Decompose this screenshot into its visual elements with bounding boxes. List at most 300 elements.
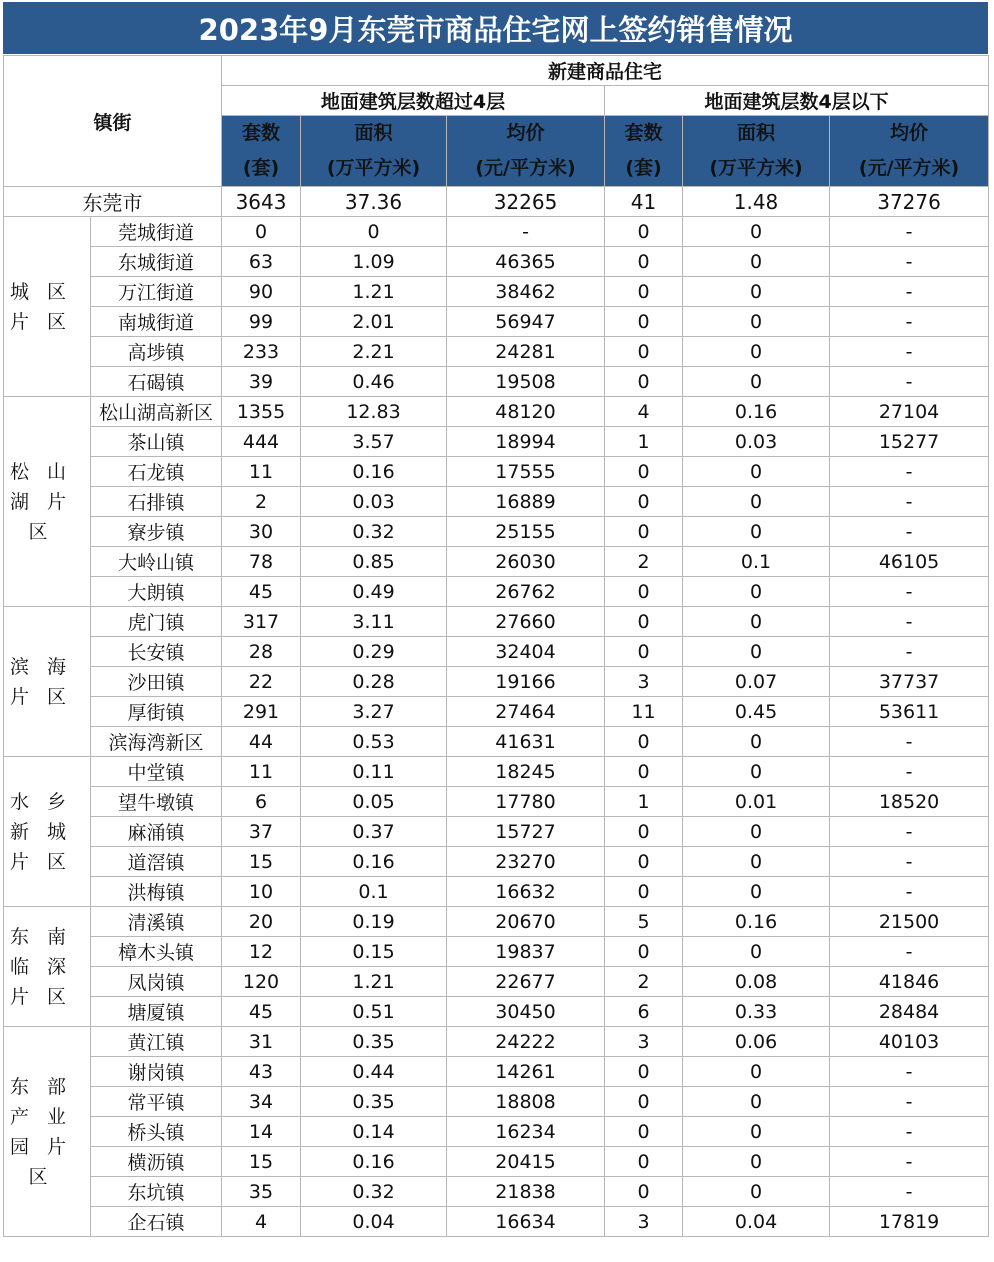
cell: 0	[683, 1117, 830, 1147]
cell: 45	[222, 997, 301, 1027]
table-row	[4, 337, 989, 367]
cell: 15727	[447, 817, 605, 847]
cell: 0.28	[301, 667, 447, 697]
cell: -	[830, 937, 989, 967]
cell: 1355	[222, 397, 301, 427]
cell: 0.45	[683, 697, 830, 727]
cell: 0	[605, 517, 683, 547]
cell: 18245	[447, 757, 605, 787]
cell: 0	[683, 727, 830, 757]
cell: 0	[683, 337, 830, 367]
town-name: 清溪镇	[91, 907, 222, 937]
district-label-line: 片区	[9, 685, 84, 708]
town-name: 横沥镇	[91, 1147, 222, 1177]
cell: 2	[222, 487, 301, 517]
cell: -	[830, 817, 989, 847]
cell: 12.83	[301, 397, 447, 427]
cell: 3	[605, 1027, 683, 1057]
town-name: 万江街道	[91, 277, 222, 307]
cell: -	[830, 847, 989, 877]
cell: -	[830, 487, 989, 517]
town-name: 塘厦镇	[91, 997, 222, 1027]
district-label-line: 片区	[9, 985, 84, 1008]
town-name: 东城街道	[91, 247, 222, 277]
cell: 0.46	[301, 367, 447, 397]
table-row	[4, 367, 989, 397]
cell: 0.1	[301, 877, 447, 907]
town-name: 东坑镇	[91, 1177, 222, 1207]
district-label	[4, 397, 91, 607]
cell: 24281	[447, 337, 605, 367]
district-label-line: 临深	[9, 955, 84, 978]
cell: 1.48	[683, 187, 830, 217]
district-label	[4, 907, 91, 1027]
cell: 0	[683, 367, 830, 397]
cell: 0.15	[301, 937, 447, 967]
table-row	[4, 247, 989, 277]
town-name: 莞城街道	[91, 217, 222, 247]
cell: 20415	[447, 1147, 605, 1177]
cell: 0.03	[301, 487, 447, 517]
cell: 0	[605, 577, 683, 607]
page-title: 2023年9月东莞市商品住宅网上签约销售情况	[3, 2, 988, 54]
cell: -	[830, 517, 989, 547]
cell: 0	[605, 1087, 683, 1117]
cell: 0	[605, 877, 683, 907]
table-row	[4, 787, 989, 817]
cell: 3643	[222, 187, 301, 217]
town-name: 道滘镇	[91, 847, 222, 877]
cell: 17780	[447, 787, 605, 817]
cell: 56947	[447, 307, 605, 337]
district-label-line: 产业	[9, 1105, 84, 1128]
cell: 46105	[830, 547, 989, 577]
cell: 3	[605, 667, 683, 697]
table-row	[4, 697, 989, 727]
cell: 34	[222, 1087, 301, 1117]
cell: 0	[605, 937, 683, 967]
cell: 27660	[447, 607, 605, 637]
cell: -	[830, 277, 989, 307]
table-row	[4, 1057, 989, 1087]
cell: 0.11	[301, 757, 447, 787]
town-name: 望牛墩镇	[91, 787, 222, 817]
cell: 41	[605, 187, 683, 217]
cell: 41846	[830, 967, 989, 997]
cell: 0.85	[301, 547, 447, 577]
cell: 0	[605, 487, 683, 517]
cell: 0.05	[301, 787, 447, 817]
cell: 38462	[447, 277, 605, 307]
cell: 22677	[447, 967, 605, 997]
table-row	[4, 217, 989, 247]
cell: 15277	[830, 427, 989, 457]
cell: -	[830, 877, 989, 907]
table-row	[4, 457, 989, 487]
cell: -	[830, 607, 989, 637]
cell: 0	[683, 277, 830, 307]
cell: 48120	[447, 397, 605, 427]
cell: -	[830, 577, 989, 607]
cell: 19508	[447, 367, 605, 397]
table-row	[4, 997, 989, 1027]
cell: 233	[222, 337, 301, 367]
cell: 16889	[447, 487, 605, 517]
cell: -	[830, 367, 989, 397]
table-row	[4, 487, 989, 517]
cell: 16634	[447, 1207, 605, 1237]
cell: 26762	[447, 577, 605, 607]
table-row	[4, 907, 989, 937]
cell: -	[830, 337, 989, 367]
cell: 0.16	[301, 847, 447, 877]
cell: 0.16	[301, 457, 447, 487]
cell: 0.33	[683, 997, 830, 1027]
col-area-above4: 面积 (万平方米)	[301, 116, 447, 187]
cell: 31	[222, 1027, 301, 1057]
sales-table	[3, 55, 989, 1237]
cell: 4	[605, 397, 683, 427]
cell: 30	[222, 517, 301, 547]
table-row	[4, 757, 989, 787]
cell: 32404	[447, 637, 605, 667]
cell: 444	[222, 427, 301, 457]
town-name: 虎门镇	[91, 607, 222, 637]
cell: 0	[222, 217, 301, 247]
cell: 45	[222, 577, 301, 607]
table-row	[4, 937, 989, 967]
cell: 63	[222, 247, 301, 277]
city-total-row	[4, 187, 989, 217]
cell: 28	[222, 637, 301, 667]
town-name: 寮步镇	[91, 517, 222, 547]
cell: 0	[683, 487, 830, 517]
cell: 0.04	[683, 1207, 830, 1237]
cell: -	[830, 1147, 989, 1177]
cell: 25155	[447, 517, 605, 547]
cell: 0	[683, 457, 830, 487]
cell: 1	[605, 787, 683, 817]
table-row	[4, 607, 989, 637]
cell: 0	[683, 607, 830, 637]
cell: 0	[605, 277, 683, 307]
town-name: 石排镇	[91, 487, 222, 517]
town-name: 石龙镇	[91, 457, 222, 487]
cell: -	[830, 1117, 989, 1147]
cell: 30450	[447, 997, 605, 1027]
cell: 20	[222, 907, 301, 937]
table-row	[4, 547, 989, 577]
town-name: 洪梅镇	[91, 877, 222, 907]
cell: 22	[222, 667, 301, 697]
cell: 17555	[447, 457, 605, 487]
cell: 0.16	[301, 1147, 447, 1177]
cell: 0.14	[301, 1117, 447, 1147]
district-label-line: 城区	[9, 280, 84, 303]
col-units-below4: 套数 (套)	[605, 116, 683, 187]
district-label-line: 东部	[9, 1075, 84, 1098]
table-row	[4, 397, 989, 427]
cell: 0	[683, 937, 830, 967]
cell: 0	[683, 637, 830, 667]
cell: 6	[222, 787, 301, 817]
cell: 0	[605, 847, 683, 877]
cell: 0	[605, 1057, 683, 1087]
cell: 0	[605, 457, 683, 487]
cell: 40103	[830, 1027, 989, 1057]
cell: 0	[605, 607, 683, 637]
cell: 3.57	[301, 427, 447, 457]
table-row	[4, 577, 989, 607]
cell: 0	[605, 637, 683, 667]
cell: 3.27	[301, 697, 447, 727]
cell: 11	[222, 457, 301, 487]
district-label-line: 区	[28, 1165, 66, 1188]
town-name: 松山湖高新区	[91, 397, 222, 427]
cell: -	[830, 757, 989, 787]
cell: 2	[605, 967, 683, 997]
cell: 0.49	[301, 577, 447, 607]
town-name: 樟木头镇	[91, 937, 222, 967]
town-name: 沙田镇	[91, 667, 222, 697]
cell: 0.1	[683, 547, 830, 577]
cell: 0	[605, 817, 683, 847]
table-row	[4, 517, 989, 547]
cell: 0	[605, 247, 683, 277]
cell: 28484	[830, 997, 989, 1027]
cell: -	[830, 457, 989, 487]
above-4-floors-header: 地面建筑层数超过4层	[222, 86, 605, 116]
cell: 0.16	[683, 397, 830, 427]
cell: 0	[683, 757, 830, 787]
town-name: 高埗镇	[91, 337, 222, 367]
table-row	[4, 877, 989, 907]
cell: 0	[605, 1177, 683, 1207]
district-label-line: 片区	[9, 850, 84, 873]
cell: 0.53	[301, 727, 447, 757]
cell: 0	[605, 727, 683, 757]
cell: 23270	[447, 847, 605, 877]
cell: 27104	[830, 397, 989, 427]
cell: 2.01	[301, 307, 447, 337]
cell: 15	[222, 1147, 301, 1177]
cell: 21500	[830, 907, 989, 937]
district-label-line: 东南	[9, 925, 84, 948]
cell: 0.32	[301, 1177, 447, 1207]
cell: 27464	[447, 697, 605, 727]
cell: 14	[222, 1117, 301, 1147]
town-name: 南城街道	[91, 307, 222, 337]
town-name: 麻涌镇	[91, 817, 222, 847]
table-row	[4, 667, 989, 697]
cell: 0.29	[301, 637, 447, 667]
cell: 32265	[447, 187, 605, 217]
district-label-line: 松山	[9, 460, 84, 483]
cell: 37	[222, 817, 301, 847]
table-row	[4, 1087, 989, 1117]
cell: 18808	[447, 1087, 605, 1117]
cell: 35	[222, 1177, 301, 1207]
table-row	[4, 1147, 989, 1177]
cell: 0.01	[683, 787, 830, 817]
town-name: 茶山镇	[91, 427, 222, 457]
cell: 12	[222, 937, 301, 967]
table-row	[4, 727, 989, 757]
cell: 0.32	[301, 517, 447, 547]
table-row	[4, 1207, 989, 1237]
cell: 0.16	[683, 907, 830, 937]
table-row	[4, 1117, 989, 1147]
cell: -	[447, 217, 605, 247]
table-row	[4, 637, 989, 667]
col-price-above4: 均价 (元/平方米)	[447, 116, 605, 187]
cell: 0.35	[301, 1027, 447, 1057]
district-label-line: 湖片	[9, 490, 84, 513]
col-price-below4: 均价 (元/平方米)	[830, 116, 989, 187]
cell: 37737	[830, 667, 989, 697]
cell: 17819	[830, 1207, 989, 1237]
cell: 21838	[447, 1177, 605, 1207]
town-name: 常平镇	[91, 1087, 222, 1117]
cell: 18520	[830, 787, 989, 817]
cell: 15	[222, 847, 301, 877]
table-row	[4, 817, 989, 847]
cell: 16234	[447, 1117, 605, 1147]
district-label-line: 片区	[9, 310, 84, 333]
cell: 0.19	[301, 907, 447, 937]
below-4-floors-header: 地面建筑层数4层以下	[605, 86, 989, 116]
cell: 0	[683, 847, 830, 877]
cell: -	[830, 247, 989, 277]
cell: 0	[605, 367, 683, 397]
cell: -	[830, 637, 989, 667]
cell: 0	[683, 217, 830, 247]
town-name: 凤岗镇	[91, 967, 222, 997]
town-name: 厚街镇	[91, 697, 222, 727]
cell: 37.36	[301, 187, 447, 217]
cell: 3	[605, 1207, 683, 1237]
district-label	[4, 757, 91, 907]
cell: 0.35	[301, 1087, 447, 1117]
cell: 78	[222, 547, 301, 577]
district-label	[4, 217, 91, 397]
cell: 1.09	[301, 247, 447, 277]
district-label	[4, 607, 91, 757]
new-housing-header: 新建商品住宅	[222, 56, 989, 86]
cell: 1	[605, 427, 683, 457]
cell: 26030	[447, 547, 605, 577]
cell: -	[830, 1057, 989, 1087]
cell: 19837	[447, 937, 605, 967]
cell: 0	[683, 307, 830, 337]
cell: 37276	[830, 187, 989, 217]
table-row	[4, 427, 989, 457]
cell: 6	[605, 997, 683, 1027]
cell: 4	[222, 1207, 301, 1237]
cell: 0	[683, 1177, 830, 1207]
table-row	[4, 307, 989, 337]
cell: 2	[605, 547, 683, 577]
cell: 0	[683, 1087, 830, 1117]
cell: 0	[605, 307, 683, 337]
table-row	[4, 277, 989, 307]
table-row	[4, 1177, 989, 1207]
cell: 24222	[447, 1027, 605, 1057]
cell: 0.37	[301, 817, 447, 847]
district-label-line: 水乡	[9, 790, 84, 813]
table-row	[4, 1027, 989, 1057]
table-row	[4, 847, 989, 877]
cell: 0	[605, 217, 683, 247]
cell: 11	[605, 697, 683, 727]
town-name: 长安镇	[91, 637, 222, 667]
cell: -	[830, 1087, 989, 1117]
cell: -	[830, 1177, 989, 1207]
cell: -	[830, 727, 989, 757]
town-column-header: 镇街	[4, 56, 222, 187]
cell: 0.51	[301, 997, 447, 1027]
town-name: 企石镇	[91, 1207, 222, 1237]
cell: 14261	[447, 1057, 605, 1087]
cell: 20670	[447, 907, 605, 937]
district-label-line: 滨海	[9, 655, 84, 678]
cell: 0.04	[301, 1207, 447, 1237]
town-name: 滨海湾新区	[91, 727, 222, 757]
cell: 0	[683, 577, 830, 607]
cell: 46365	[447, 247, 605, 277]
town-name: 大岭山镇	[91, 547, 222, 577]
cell: 317	[222, 607, 301, 637]
cell: 2.21	[301, 337, 447, 367]
cell: 0	[683, 817, 830, 847]
town-name: 黄江镇	[91, 1027, 222, 1057]
cell: 16632	[447, 877, 605, 907]
cell: 5	[605, 907, 683, 937]
district-label-line: 区	[28, 520, 66, 543]
cell: 0	[683, 1057, 830, 1087]
cell: 44	[222, 727, 301, 757]
town-name: 石碣镇	[91, 367, 222, 397]
cell: 19166	[447, 667, 605, 697]
cell: 3.11	[301, 607, 447, 637]
cell: 0	[683, 877, 830, 907]
town-name: 桥头镇	[91, 1117, 222, 1147]
cell: 43	[222, 1057, 301, 1087]
cell: 0	[605, 1117, 683, 1147]
cell: 0	[683, 517, 830, 547]
cell: 0.08	[683, 967, 830, 997]
cell: 0	[605, 337, 683, 367]
cell: 0	[301, 217, 447, 247]
cell: 120	[222, 967, 301, 997]
col-units-above4: 套数 (套)	[222, 116, 301, 187]
cell: 0.03	[683, 427, 830, 457]
cell: 53611	[830, 697, 989, 727]
cell: 0.06	[683, 1027, 830, 1057]
town-name: 谢岗镇	[91, 1057, 222, 1087]
cell: 41631	[447, 727, 605, 757]
cell: -	[830, 307, 989, 337]
cell: 0	[683, 1147, 830, 1177]
cell: 0.07	[683, 667, 830, 697]
cell: 1.21	[301, 277, 447, 307]
cell: 0	[683, 247, 830, 277]
cell: 39	[222, 367, 301, 397]
col-area-below4: 面积 (万平方米)	[683, 116, 830, 187]
district-label-line: 园片	[9, 1135, 84, 1158]
district-label	[4, 1027, 91, 1237]
town-name: 中堂镇	[91, 757, 222, 787]
